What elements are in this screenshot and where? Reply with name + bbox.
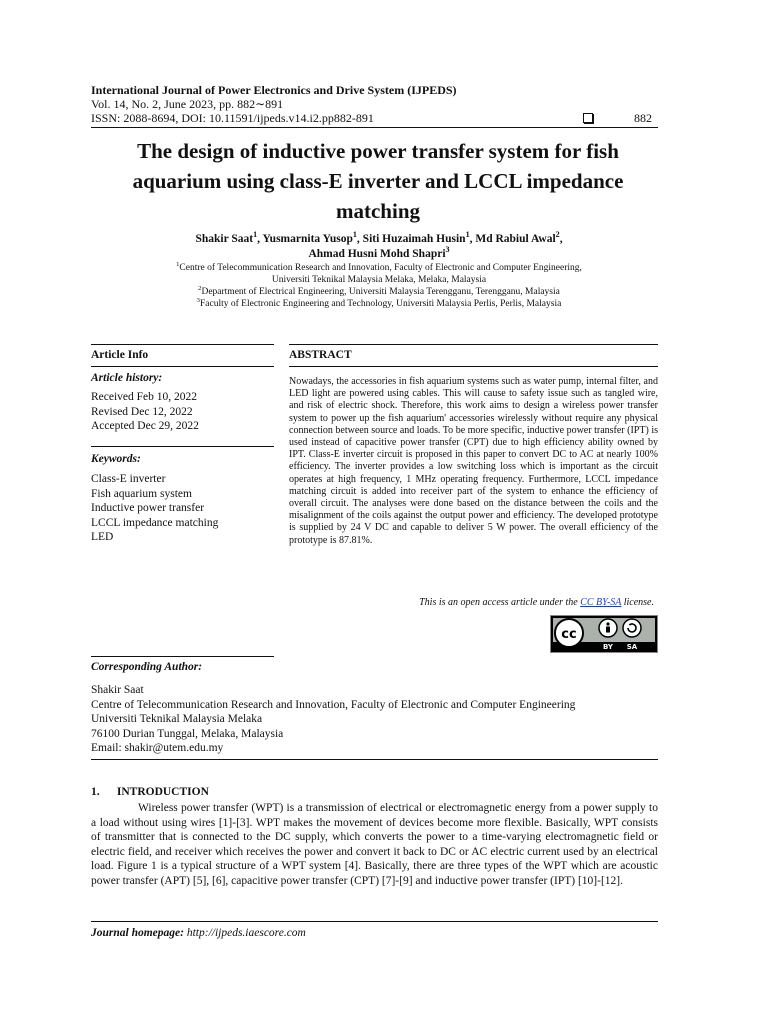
corresponding-email: Email: shakir@utem.edu.my <box>91 742 224 754</box>
revised-date: Revised Dec 12, 2022 <box>91 405 193 418</box>
affiliation-number: 3 <box>196 296 200 304</box>
page-number: 882 <box>634 111 652 125</box>
keyword-item: Inductive power transfer <box>91 502 205 514</box>
author-name: Siti Huzaimah Husin <box>362 233 466 245</box>
article-history-dates <box>91 390 199 434</box>
abstract-heading: ABSTRACT <box>289 349 352 361</box>
author-separator: , <box>257 233 263 245</box>
affiliation-text: Department of Electrical Engineering, Universiti Malaysia Terengganu, Terengganu, Malaysia <box>201 287 560 297</box>
license-suffix: license. <box>623 597 654 608</box>
section-heading: 1. INTRODUCTION <box>91 786 209 798</box>
author-list <box>91 232 667 262</box>
author-name: Shakir Saat <box>195 233 254 245</box>
corresponding-address-line: Centre of Telecommunication Research and Innovation, Faculty of Electronic and Computer Engineering <box>91 698 576 711</box>
cc-by-sa-badge[interactable] <box>550 615 658 653</box>
volume-info: Vol. 14, No. 2, June 2023, pp. 882∼891 <box>91 97 284 111</box>
homepage-url[interactable]: http://ijpeds.iaescore.com <box>186 927 306 939</box>
author-separator: , <box>356 233 363 245</box>
author-affiliation-mark: 1 <box>352 230 357 240</box>
journal-name: International Journal of Power Electronics and Drive System (IJPEDS) <box>91 83 457 97</box>
cc-badge-text: cc <box>561 627 577 642</box>
corresponding-label: Corresponding Author: <box>91 661 203 673</box>
keyword-item: LED <box>91 531 114 543</box>
affiliation-text: Universiti Teknikal Malaysia Melaka, Melaka, Malaysia <box>271 275 487 285</box>
affiliation-text: Centre of Telecommunication Research and Innovation, Faculty of Electronic and Computer Engineering, <box>179 263 582 273</box>
author-name: Md Rabiul Awal <box>475 233 556 245</box>
author-affiliation-mark: 1 <box>253 230 258 240</box>
license-prefix: This is an open access article under the <box>419 597 578 608</box>
abstract-top-rule <box>289 344 658 345</box>
article-history-label: Article history: <box>91 372 163 384</box>
keyword-item: Fish aquarium system <box>91 487 192 500</box>
corresponding-name: Shakir Saat <box>91 684 144 696</box>
keyword-item: Class-E inverter <box>91 473 166 485</box>
corresponding-address-line: 76100 Durian Tunggal, Melaka, Malaysia <box>91 727 284 740</box>
keywords-rule <box>91 446 274 447</box>
abstract-text: Nowadays, the accessories in fish aquarium systems such as water pump, internal filter, and LED light are powered using cables. This will cause to safety issue such as tangled wire, and risk of electric shock. Therefore, this work aims to design a wireless power transfer system to power up the fish aquarium' accessories wirelessly without require any physical connection between source and loads. To be more specific, inductive power transfer (IPT) is used instead of capacitive power transfer (CPT) due to high efficiency ability owned by IPT. Class-E inverter circuit is proposed in this paper to convert DC to AC at nearly 100% efficiency. The inverter provides a low switching loss which is important as the circuit operates at high frequency, 1 MHz operating frequency. Furthermore, LCCL impedance matching circuit is added into receiver part of the system to enhance the efficiency of overall circuit. The analyses were done based on the distance between the coils and the misalignment of the coils against the output power and efficiency. The developed prototype is supplied by 24 V DC and capable to deliver 5 W power. The overall efficiency of the prototype is 87.81%. <box>289 376 658 546</box>
affiliation-3 <box>91 298 667 310</box>
affiliation-text: Faculty of Electronic Engineering and Technology, Universiti Malaysia Perlis, Perlis, Malaysia <box>200 299 562 309</box>
journal-homepage <box>91 927 306 939</box>
article-info-top-rule <box>91 344 274 345</box>
issn-doi: ISSN: 2088-8694, DOI: 10.11591/ijpeds.v14.i2.pp882-891 <box>91 111 374 125</box>
article-info-rule <box>91 366 274 367</box>
corresponding-rule <box>91 656 274 657</box>
author-affiliation-mark: 2 <box>555 230 560 240</box>
header-rule <box>91 127 658 128</box>
sa-badge-text: SA <box>626 643 638 651</box>
article-info-heading: Article Info <box>91 349 149 361</box>
author-affiliation-mark: 1 <box>465 230 470 240</box>
by-badge-text: BY <box>602 643 614 651</box>
received-date: Received Feb 10, 2022 <box>91 391 198 403</box>
open-access-statement <box>300 597 654 608</box>
author-separator: , <box>469 233 476 245</box>
accepted-date: Accepted Dec 29, 2022 <box>91 420 199 432</box>
keywords-label: Keywords: <box>91 453 141 465</box>
paper-title: The design of inductive power transfer system for fish aquarium using class-E inverter and LCCL impedance matching <box>132 139 624 223</box>
author-separator: , <box>559 233 563 245</box>
author-name: Ahmad Husni Mohd Shapri <box>308 248 446 260</box>
author-name: Yusmarnita Yusop <box>262 233 353 245</box>
footer-rule <box>91 921 658 922</box>
abstract-rule <box>289 366 658 367</box>
corresponding-details <box>91 683 658 756</box>
affiliation-number: 2 <box>198 284 202 292</box>
author-affiliation-mark: 3 <box>445 245 450 255</box>
affiliation-number: 1 <box>176 260 180 268</box>
cc-by-sa-link[interactable]: CC BY-SA <box>580 597 622 608</box>
homepage-label: Journal homepage: <box>91 927 184 939</box>
affiliation-2 <box>91 286 667 298</box>
square-bullet-icon <box>583 113 593 123</box>
keyword-list <box>91 472 218 545</box>
keyword-item: LCCL impedance matching <box>91 516 219 529</box>
introduction-text <box>91 801 658 888</box>
corresponding-address-line: Universiti Teknikal Malaysia Melaka <box>91 713 263 725</box>
introduction-paragraph: Wireless power transfer (WPT) is a transmission of electrical or electromagnetic energy from a power supply to a load without using wires [1]-[3]. WPT makes the movement of devices become more flexible. Basically, WPT consists of transmitter that is connected to the DC supply, which converts the power to a time-varying electromagnetic field or electric field, and receiver which receives the power and convert it back to DC or AC electric current used by an electrical load. Figure 1 is a typical structure of a WPT system [4]. Basically, there are three types of the WPT which are acoustic power transfer (APT) [5], [6], capacitive power transfer (CPT) [7]-[9] and inductive power transfer (IPT) [10]-[12]. <box>91 802 658 887</box>
affiliation-1 <box>91 262 667 286</box>
corresponding-bottom-rule <box>91 759 658 760</box>
